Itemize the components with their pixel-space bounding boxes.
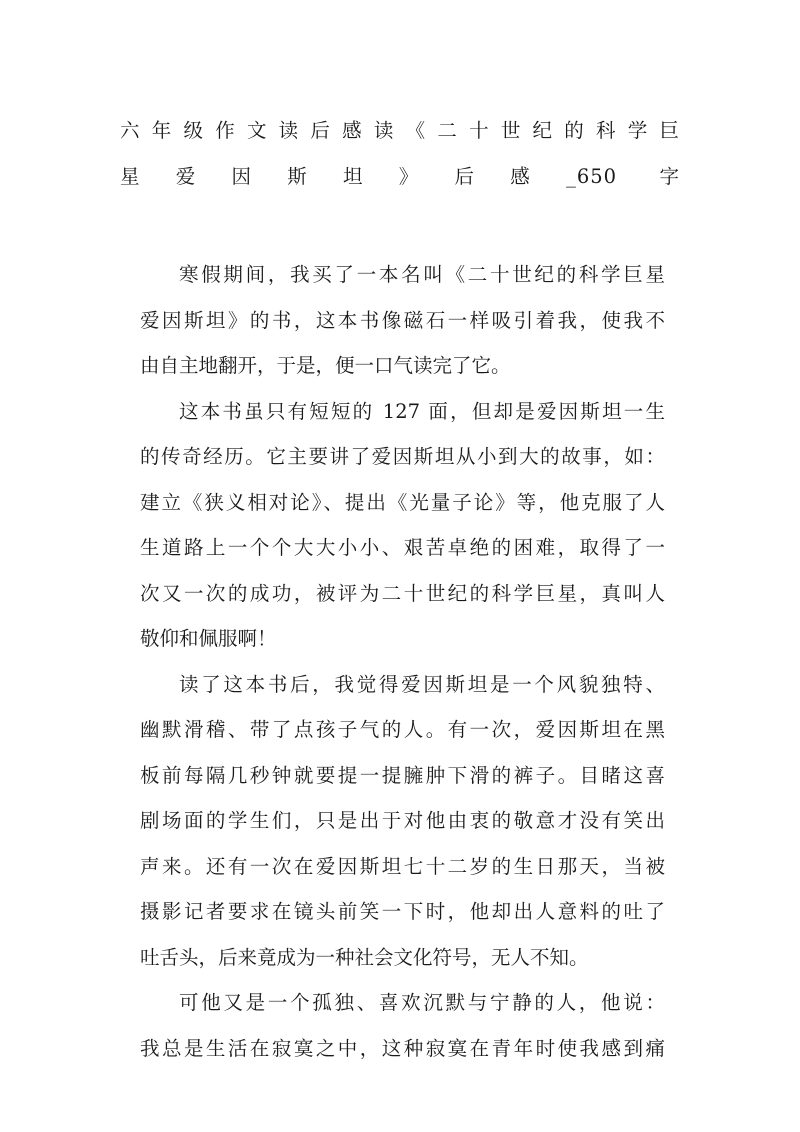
paragraph-line: 生道路上一个个大大小小、艰苦卓绝的困难，取得了一 [140, 536, 665, 559]
paragraph-line: 吐舌头，后来竟成为一种社会文化符号，无人不知。 [140, 945, 589, 969]
paragraph-line: 我总是生活在寂寞之中，这种寂寞在青年时使我感到痛 [140, 1036, 665, 1060]
paragraph-line: 可他又是一个孤独、喜欢沉默与宁静的人，他说： [179, 991, 665, 1014]
paragraph-line: 声来。还有一次在爱因斯坦七十二岁的生日那天，当被 [140, 854, 665, 878]
paragraph-line: 敬仰和佩服啊！ [140, 627, 277, 650]
paragraph-line: 剧场面的学生们，只是出于对他由衷的敬意才没有笑出 [140, 809, 665, 832]
document-body [140, 252, 665, 1071]
paragraph-line: 读了这本书后，我觉得爱因斯坦是一个风貌独特、 [179, 672, 665, 696]
paragraph-line: 爱因斯坦》的书，这本书像磁石一样吸引着我，使我不 [140, 308, 665, 332]
paragraph-line: 次又一次的成功，被评为二十世纪的科学巨星，真叫人 [140, 581, 665, 605]
title-line: 星爱因斯坦》后感_650 字 [120, 164, 680, 188]
paragraph-line: 的传奇经历。它主要讲了爱因斯坦从小到大的故事，如： [140, 445, 665, 468]
paragraph-line: 幽默滑稽、带了点孩子气的人。有一次，爱因斯坦在黑 [140, 718, 665, 741]
document-title [120, 108, 680, 199]
paragraph-line: 寒假期间，我买了一本名叫《二十世纪的科学巨星 [179, 263, 665, 286]
paragraph-line: 由自主地翻开，于是，便一口气读完了它。 [140, 354, 511, 377]
paragraph-line: 板前每隔几秒钟就要提一提臃肿下滑的裤子。目睹这喜 [140, 763, 665, 787]
paragraph-line: 这本书虽只有短短的 127 面，但却是爱因斯坦一生 [179, 399, 665, 423]
paragraph-line: 建立《狭义相对论》、提出《光量子论》等，他克服了人 [140, 490, 665, 514]
title-line: 六年级作文读后感读《二十世纪的科学巨 [120, 119, 680, 142]
paragraph-line: 摄影记者要求在镜头前笑一下时，他却出人意料的吐了 [140, 900, 665, 923]
